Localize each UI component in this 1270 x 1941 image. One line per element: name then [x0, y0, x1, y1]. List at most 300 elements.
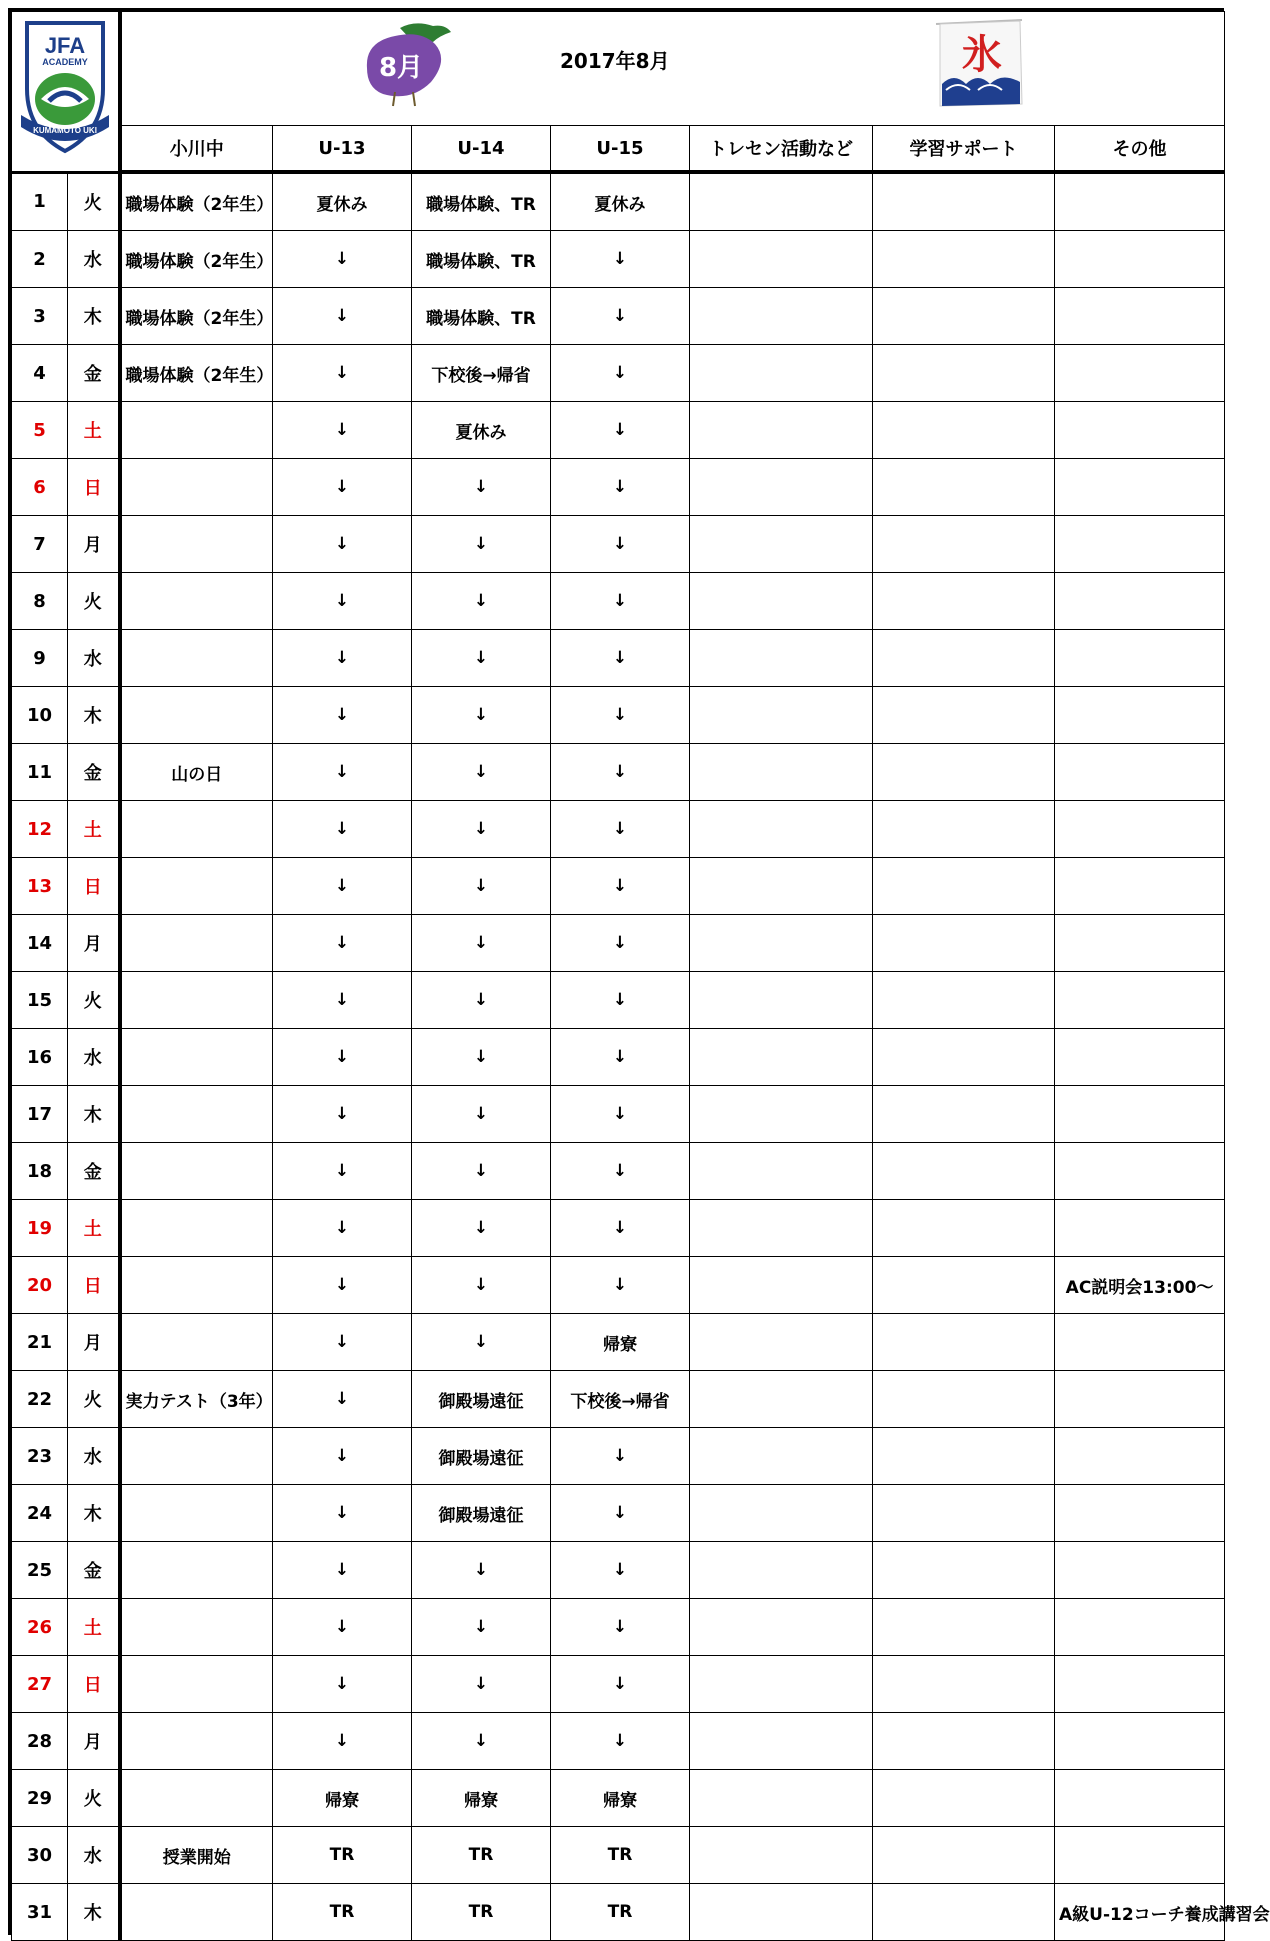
school-cell — [120, 516, 273, 573]
u15-cell: 帰寮 — [551, 1314, 690, 1371]
table-row — [12, 1485, 1225, 1542]
day-cell: 15 — [12, 972, 68, 1029]
weekday-cell: 日 — [68, 1257, 120, 1314]
u13-cell: ↓ — [273, 1713, 412, 1770]
weekday-cell: 火 — [68, 972, 120, 1029]
u15-cell: ↓ — [551, 345, 690, 402]
u14-cell: 御殿場遠征 — [412, 1485, 551, 1542]
study-support-cell — [873, 687, 1055, 744]
u15-cell: ↓ — [551, 1200, 690, 1257]
tracen-cell — [690, 402, 873, 459]
tracen-cell — [690, 1257, 873, 1314]
table-row — [12, 1599, 1225, 1656]
u13-cell: ↓ — [273, 345, 412, 402]
school-cell — [120, 459, 273, 516]
col-header-school: 小川中 — [120, 126, 273, 173]
weekday-cell: 水 — [68, 1827, 120, 1884]
weekday-cell: 土 — [68, 1200, 120, 1257]
u13-cell: ↓ — [273, 402, 412, 459]
u14-cell: ↓ — [412, 630, 551, 687]
table-row — [12, 573, 1225, 630]
other-cell — [1055, 1656, 1225, 1713]
table-row — [12, 972, 1225, 1029]
tracen-cell — [690, 801, 873, 858]
tracen-cell — [690, 459, 873, 516]
u15-cell: ↓ — [551, 1485, 690, 1542]
school-cell — [120, 402, 273, 459]
u15-cell: ↓ — [551, 516, 690, 573]
study-support-cell — [873, 915, 1055, 972]
u14-cell: ↓ — [412, 1599, 551, 1656]
school-cell: 職場体験（2年生） — [120, 231, 273, 288]
weekday-cell: 金 — [68, 744, 120, 801]
u15-cell: ↓ — [551, 573, 690, 630]
weekday-cell: 木 — [68, 1884, 120, 1941]
u13-cell: ↓ — [273, 1485, 412, 1542]
day-cell: 16 — [12, 1029, 68, 1086]
u13-cell: ↓ — [273, 1371, 412, 1428]
study-support-cell — [873, 1485, 1055, 1542]
day-cell: 14 — [12, 915, 68, 972]
day-cell: 2 — [12, 231, 68, 288]
tracen-cell — [690, 915, 873, 972]
u13-cell: ↓ — [273, 231, 412, 288]
other-cell — [1055, 172, 1225, 231]
study-support-cell — [873, 402, 1055, 459]
u15-cell: 夏休み — [551, 172, 690, 231]
u13-cell: TR — [273, 1884, 412, 1941]
u14-cell: 御殿場遠征 — [412, 1428, 551, 1485]
page-title: 2017年8月 — [560, 49, 670, 73]
u15-cell: ↓ — [551, 1599, 690, 1656]
day-cell: 1 — [12, 172, 68, 231]
other-cell — [1055, 1200, 1225, 1257]
study-support-cell — [873, 1143, 1055, 1200]
u15-cell: ↓ — [551, 1428, 690, 1485]
other-cell — [1055, 345, 1225, 402]
tracen-cell — [690, 687, 873, 744]
weekday-cell: 金 — [68, 345, 120, 402]
col-header-u13: U-13 — [273, 126, 412, 173]
other-cell — [1055, 801, 1225, 858]
day-cell: 28 — [12, 1713, 68, 1770]
table-row — [12, 1371, 1225, 1428]
day-cell: 22 — [12, 1371, 68, 1428]
other-cell — [1055, 1029, 1225, 1086]
study-support-cell — [873, 630, 1055, 687]
u14-cell: TR — [412, 1884, 551, 1941]
other-cell — [1055, 858, 1225, 915]
tracen-cell — [690, 744, 873, 801]
table-row — [12, 1314, 1225, 1371]
school-cell: 職場体験（2年生） — [120, 345, 273, 402]
weekday-cell: 金 — [68, 1143, 120, 1200]
day-cell: 4 — [12, 345, 68, 402]
school-cell — [120, 630, 273, 687]
other-cell — [1055, 744, 1225, 801]
other-cell — [1055, 288, 1225, 345]
day-cell: 21 — [12, 1314, 68, 1371]
school-cell — [120, 1428, 273, 1485]
other-cell — [1055, 459, 1225, 516]
tracen-cell — [690, 345, 873, 402]
table-row — [12, 744, 1225, 801]
u13-cell: ↓ — [273, 1428, 412, 1485]
tracen-cell — [690, 1200, 873, 1257]
u14-cell: ↓ — [412, 1542, 551, 1599]
kakigori-flag-icon — [930, 18, 1030, 114]
other-cell — [1055, 1542, 1225, 1599]
other-cell: AC説明会13:00～ — [1055, 1257, 1225, 1314]
school-cell — [120, 1314, 273, 1371]
u14-cell: ↓ — [412, 1200, 551, 1257]
u13-cell: ↓ — [273, 972, 412, 1029]
day-cell: 5 — [12, 402, 68, 459]
u14-cell: ↓ — [412, 1656, 551, 1713]
weekday-cell: 月 — [68, 1713, 120, 1770]
u14-cell: ↓ — [412, 858, 551, 915]
table-row — [12, 1656, 1225, 1713]
other-cell — [1055, 1143, 1225, 1200]
u14-cell: ↓ — [412, 459, 551, 516]
study-support-cell — [873, 516, 1055, 573]
tracen-cell — [690, 1656, 873, 1713]
day-cell: 30 — [12, 1827, 68, 1884]
u13-cell: 帰寮 — [273, 1770, 412, 1827]
tracen-cell — [690, 172, 873, 231]
col-header-tracen: トレセン活動など — [690, 126, 873, 173]
other-cell — [1055, 1428, 1225, 1485]
table-row — [12, 1884, 1225, 1941]
table-row — [12, 915, 1225, 972]
table-row — [12, 630, 1225, 687]
col-header-other: その他 — [1055, 126, 1225, 173]
study-support-cell — [873, 345, 1055, 402]
study-support-cell — [873, 1713, 1055, 1770]
u15-cell: ↓ — [551, 1143, 690, 1200]
u15-cell: ↓ — [551, 288, 690, 345]
svg-text:氷: 氷 — [961, 31, 1002, 78]
weekday-cell: 月 — [68, 915, 120, 972]
schedule-table — [11, 11, 1270, 1941]
u14-cell: 下校後→帰省 — [412, 345, 551, 402]
table-row — [12, 345, 1225, 402]
u15-cell: TR — [551, 1827, 690, 1884]
u13-cell: ↓ — [273, 573, 412, 630]
u13-cell: ↓ — [273, 1314, 412, 1371]
table-row — [12, 516, 1225, 573]
jfa-logo — [12, 12, 120, 173]
day-cell: 7 — [12, 516, 68, 573]
school-cell — [120, 972, 273, 1029]
tracen-cell — [690, 1371, 873, 1428]
day-cell: 27 — [12, 1656, 68, 1713]
study-support-cell — [873, 1428, 1055, 1485]
study-support-cell — [873, 858, 1055, 915]
u13-cell: ↓ — [273, 1029, 412, 1086]
jfa-academy-emblem-icon — [15, 19, 115, 159]
study-support-cell — [873, 1770, 1055, 1827]
weekday-cell: 木 — [68, 1086, 120, 1143]
u15-cell: ↓ — [551, 687, 690, 744]
day-cell: 3 — [12, 288, 68, 345]
u13-cell: 夏休み — [273, 172, 412, 231]
study-support-cell — [873, 1542, 1055, 1599]
tracen-cell — [690, 1827, 873, 1884]
u14-cell: ↓ — [412, 1314, 551, 1371]
study-support-cell — [873, 1029, 1055, 1086]
study-support-cell — [873, 1257, 1055, 1314]
day-cell: 18 — [12, 1143, 68, 1200]
u13-cell: ↓ — [273, 1143, 412, 1200]
school-cell — [120, 1143, 273, 1200]
school-cell — [120, 1257, 273, 1314]
day-cell: 12 — [12, 801, 68, 858]
school-cell: 授業開始 — [120, 1827, 273, 1884]
day-cell: 10 — [12, 687, 68, 744]
school-cell — [120, 1086, 273, 1143]
weekday-cell: 火 — [68, 573, 120, 630]
table-row — [12, 1029, 1225, 1086]
u14-cell: ↓ — [412, 801, 551, 858]
table-row — [12, 1200, 1225, 1257]
other-cell — [1055, 1713, 1225, 1770]
u14-cell: ↓ — [412, 1086, 551, 1143]
school-cell — [120, 1542, 273, 1599]
day-cell: 31 — [12, 1884, 68, 1941]
u14-cell: 職場体験、TR — [412, 231, 551, 288]
table-row — [12, 288, 1225, 345]
u15-cell: ↓ — [551, 1656, 690, 1713]
u13-cell: ↓ — [273, 630, 412, 687]
u14-cell: 御殿場遠征 — [412, 1371, 551, 1428]
u14-cell: 帰寮 — [412, 1770, 551, 1827]
u14-cell: ↓ — [412, 1257, 551, 1314]
study-support-cell — [873, 231, 1055, 288]
u13-cell: ↓ — [273, 1086, 412, 1143]
svg-text:KUMAMOTO UKI: KUMAMOTO UKI — [32, 126, 97, 136]
school-cell — [120, 1029, 273, 1086]
table-row — [12, 1542, 1225, 1599]
study-support-cell — [873, 573, 1055, 630]
u15-cell: ↓ — [551, 1029, 690, 1086]
school-cell — [120, 1485, 273, 1542]
table-row — [12, 1428, 1225, 1485]
u14-cell: ↓ — [412, 1143, 551, 1200]
tracen-cell — [690, 288, 873, 345]
tracen-cell — [690, 1143, 873, 1200]
school-cell — [120, 1770, 273, 1827]
weekday-cell: 日 — [68, 459, 120, 516]
study-support-cell — [873, 1656, 1055, 1713]
school-cell — [120, 1884, 273, 1941]
tracen-cell — [690, 972, 873, 1029]
weekday-cell: 木 — [68, 1485, 120, 1542]
tracen-cell — [690, 1314, 873, 1371]
u13-cell: ↓ — [273, 1599, 412, 1656]
other-cell — [1055, 1371, 1225, 1428]
study-support-cell — [873, 288, 1055, 345]
tracen-cell — [690, 1599, 873, 1656]
table-row — [12, 1827, 1225, 1884]
study-support-cell — [873, 801, 1055, 858]
weekday-cell: 月 — [68, 516, 120, 573]
study-support-cell — [873, 744, 1055, 801]
day-cell: 9 — [12, 630, 68, 687]
u13-cell: ↓ — [273, 1542, 412, 1599]
tracen-cell — [690, 1770, 873, 1827]
tracen-cell — [690, 1713, 873, 1770]
col-header-u14: U-14 — [412, 126, 551, 173]
study-support-cell — [873, 172, 1055, 231]
day-cell: 13 — [12, 858, 68, 915]
u15-cell: TR — [551, 1884, 690, 1941]
weekday-cell: 日 — [68, 1656, 120, 1713]
weekday-cell: 土 — [68, 402, 120, 459]
other-cell — [1055, 972, 1225, 1029]
table-row — [12, 1713, 1225, 1770]
weekday-cell: 日 — [68, 858, 120, 915]
school-cell — [120, 858, 273, 915]
weekday-cell: 水 — [68, 1428, 120, 1485]
table-row — [12, 172, 1225, 231]
other-cell — [1055, 516, 1225, 573]
day-cell: 26 — [12, 1599, 68, 1656]
u15-cell: ↓ — [551, 231, 690, 288]
u15-cell: ↓ — [551, 402, 690, 459]
u14-cell: 職場体験、TR — [412, 288, 551, 345]
school-cell — [120, 915, 273, 972]
u13-cell: ↓ — [273, 459, 412, 516]
u15-cell: 帰寮 — [551, 1770, 690, 1827]
other-cell — [1055, 1599, 1225, 1656]
other-cell — [1055, 402, 1225, 459]
school-cell — [120, 573, 273, 630]
tracen-cell — [690, 1542, 873, 1599]
other-cell — [1055, 1485, 1225, 1542]
other-cell — [1055, 630, 1225, 687]
weekday-cell: 火 — [68, 172, 120, 231]
u13-cell: ↓ — [273, 1257, 412, 1314]
table-row — [12, 858, 1225, 915]
weekday-cell: 金 — [68, 1542, 120, 1599]
weekday-cell: 水 — [68, 1029, 120, 1086]
study-support-cell — [873, 1884, 1055, 1941]
u15-cell: ↓ — [551, 630, 690, 687]
school-cell — [120, 1599, 273, 1656]
u13-cell: ↓ — [273, 1200, 412, 1257]
weekday-cell: 土 — [68, 1599, 120, 1656]
day-cell: 29 — [12, 1770, 68, 1827]
u14-cell: 職場体験、TR — [412, 172, 551, 231]
weekday-cell: 水 — [68, 231, 120, 288]
table-row — [12, 459, 1225, 516]
weekday-cell: 水 — [68, 630, 120, 687]
school-cell — [120, 801, 273, 858]
school-cell — [120, 1200, 273, 1257]
u13-cell: ↓ — [273, 744, 412, 801]
tracen-cell — [690, 1485, 873, 1542]
tracen-cell — [690, 1029, 873, 1086]
u15-cell: ↓ — [551, 744, 690, 801]
study-support-cell — [873, 1599, 1055, 1656]
u14-cell: TR — [412, 1827, 551, 1884]
u15-cell: ↓ — [551, 459, 690, 516]
day-cell: 19 — [12, 1200, 68, 1257]
u13-cell: ↓ — [273, 858, 412, 915]
study-support-cell — [873, 1314, 1055, 1371]
header-row — [12, 126, 1225, 173]
svg-text:8月: 8月 — [378, 53, 423, 83]
other-cell — [1055, 573, 1225, 630]
u14-cell: ↓ — [412, 1713, 551, 1770]
table-row — [12, 1143, 1225, 1200]
u14-cell: ↓ — [412, 1029, 551, 1086]
u13-cell: ↓ — [273, 516, 412, 573]
school-cell: 職場体験（2年生） — [120, 288, 273, 345]
tracen-cell — [690, 573, 873, 630]
tracen-cell — [690, 1884, 873, 1941]
u14-cell: ↓ — [412, 915, 551, 972]
weekday-cell: 土 — [68, 801, 120, 858]
u14-cell: ↓ — [412, 687, 551, 744]
col-header-u15: U-15 — [551, 126, 690, 173]
school-cell: 実力テスト（3年） — [120, 1371, 273, 1428]
school-cell — [120, 1656, 273, 1713]
table-row — [12, 402, 1225, 459]
table-row — [12, 801, 1225, 858]
other-cell — [1055, 1086, 1225, 1143]
col-header-study-support: 学習サポート — [873, 126, 1055, 173]
day-cell: 6 — [12, 459, 68, 516]
table-row — [12, 1257, 1225, 1314]
u13-cell: ↓ — [273, 687, 412, 744]
study-support-cell — [873, 1827, 1055, 1884]
day-cell: 23 — [12, 1428, 68, 1485]
school-cell — [120, 687, 273, 744]
table-row — [12, 231, 1225, 288]
other-cell — [1055, 1770, 1225, 1827]
study-support-cell — [873, 459, 1055, 516]
title-banner — [120, 12, 1225, 126]
u13-cell: ↓ — [273, 801, 412, 858]
day-cell: 20 — [12, 1257, 68, 1314]
u15-cell: ↓ — [551, 972, 690, 1029]
school-cell: 職場体験（2年生） — [120, 172, 273, 231]
u14-cell: ↓ — [412, 744, 551, 801]
table-row — [12, 1770, 1225, 1827]
u14-cell: ↓ — [412, 516, 551, 573]
other-cell — [1055, 687, 1225, 744]
study-support-cell — [873, 1371, 1055, 1428]
other-cell — [1055, 1827, 1225, 1884]
u15-cell: ↓ — [551, 801, 690, 858]
weekday-cell: 火 — [68, 1371, 120, 1428]
u15-cell: 下校後→帰省 — [551, 1371, 690, 1428]
svg-text:ACADEMY: ACADEMY — [41, 57, 88, 68]
study-support-cell — [873, 972, 1055, 1029]
tracen-cell — [690, 630, 873, 687]
day-cell: 24 — [12, 1485, 68, 1542]
u13-cell: ↓ — [273, 1656, 412, 1713]
other-cell — [1055, 1314, 1225, 1371]
u15-cell: ↓ — [551, 915, 690, 972]
u13-cell: ↓ — [273, 288, 412, 345]
u13-cell: ↓ — [273, 915, 412, 972]
study-support-cell — [873, 1086, 1055, 1143]
day-cell: 17 — [12, 1086, 68, 1143]
tracen-cell — [690, 1428, 873, 1485]
